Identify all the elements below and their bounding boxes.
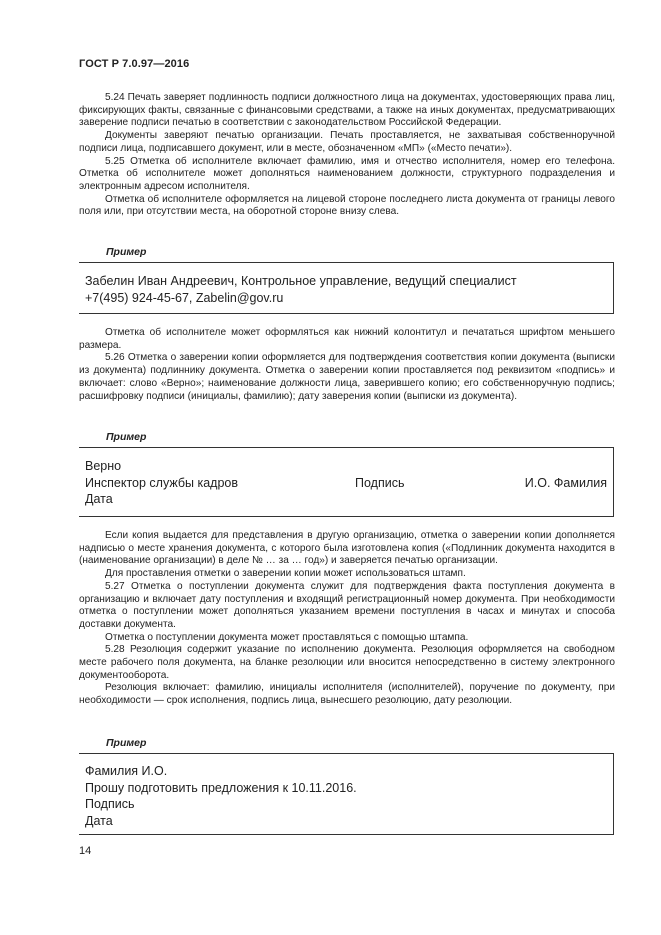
example-label: Пример [106,431,147,443]
paragraph: 5.24 Печать заверяет подлинность подписи должностного лица на документах, удостоверяющих права лиц, фиксирующих факты, связанные с финансовыми средствами, а также на иных документах, предусматривающих заверение подписи печатью в соответствии с законодательством Российской Федерации. [79,92,615,129]
example-box-resolution [79,753,614,835]
page-number: 14 [79,845,92,857]
certification-row [85,475,613,492]
example-line: Верно [85,459,122,473]
certifier-position: Инспектор службы кадров [85,475,239,490]
signer-name: И.О. Фамилия [524,475,607,490]
example-box-copy-certification [79,447,614,517]
paragraph: Если копия выдается для представления в другую организацию, отметка о заверении копии дополняется надписью о месте хранения документа, с которого была изготовлена копия («Подлинник документа находится в (наименование организации) в деле № … за … год») и заверяется печатью организации. [79,530,615,567]
paragraph: Резолюция включает: фамилию, инициалы исполнителя (исполнителей), поручение по документу, при необходимости — срок исполнения, подпись лица, вынесшего резолюцию, дату резолюции. [79,682,615,707]
example-line: Фамилия И.О. [85,764,168,778]
paragraph: Для проставления отметки о заверении копии может использоваться штамп. [105,568,466,580]
section-5-26 [79,327,615,403]
example-line: Дата [85,813,113,828]
example-label: Пример [106,737,147,749]
signature-placeholder: Подпись [355,475,405,490]
paragraph: Отметка о поступлении документа может проставляться с помощью штампа. [105,631,469,643]
example-line: +7(495) 924-45-67, Zabelin@gov.ru [85,290,284,305]
section-5-24-5-25 [79,92,615,219]
section-5-27-5-28 [79,530,615,708]
paragraph: 5.26 Отметка о заверении копии оформляется для подтверждения соответствия копии документа (выписки из документа) подлиннику документа. Отметка о заверении копии проставляется под реквизитом «подпись» и включает: слово «Верно»; наименование должности лица, заверившего копию; его собственноручную подпись; расшифровку подписи (инициалы, фамилию); дату заверения копии (выписки из документа). [79,352,615,402]
paragraph: Отметка об исполнителе может оформляться как нижний колонтитул и печататься шрифтом меньшего размера. [79,327,615,351]
paragraph: 5.27 Отметка о поступлении документа служит для подтверждения факта поступления документа в организацию и включает дату поступления и входящий регистрационный номер документа. При необходимости отметка о поступлении может дополняться указанием времени поступления в часах и минутах и способа доставки документа. [79,580,615,630]
document-header: ГОСТ Р 7.0.97—2016 [79,58,190,70]
example-line: Прошу подготовить предложения к 10.11.2016. [85,780,357,795]
certification-date: Дата [85,492,113,506]
example-label: Пример [106,246,147,258]
example-line: Забелин Иван Андреевич, Контрольное управление, ведущий специалист [85,274,517,288]
paragraph: Документы заверяют печатью организации. Печать проставляется, не захватывая собственноручной подписи лица, подписавшего документ, или в месте, обозначенном «МП» («Место печати»). [79,130,615,154]
paragraph: 5.28 Резолюция содержит указание по исполнению документа. Резолюция оформляется на свободном месте рабочего поля документа, на бланке резолюции или вносится непосредственно в систему электронного документооборота. [79,644,615,681]
example-line: Подпись [85,797,135,811]
example-box-executor [79,262,614,314]
paragraph: Отметка об исполнителе оформляется на лицевой стороне последнего листа документа от границы левого поля или, при отсутствии места, на оборотной стороне внизу слева. [79,193,615,218]
paragraph: 5.25 Отметка об исполнителе включает фамилию, имя и отчество исполнителя, номер его телефона. Отметка об исполнителе может дополняться наименованием должности, структурного подразделения и электронным адресом исполнителя. [79,155,615,192]
